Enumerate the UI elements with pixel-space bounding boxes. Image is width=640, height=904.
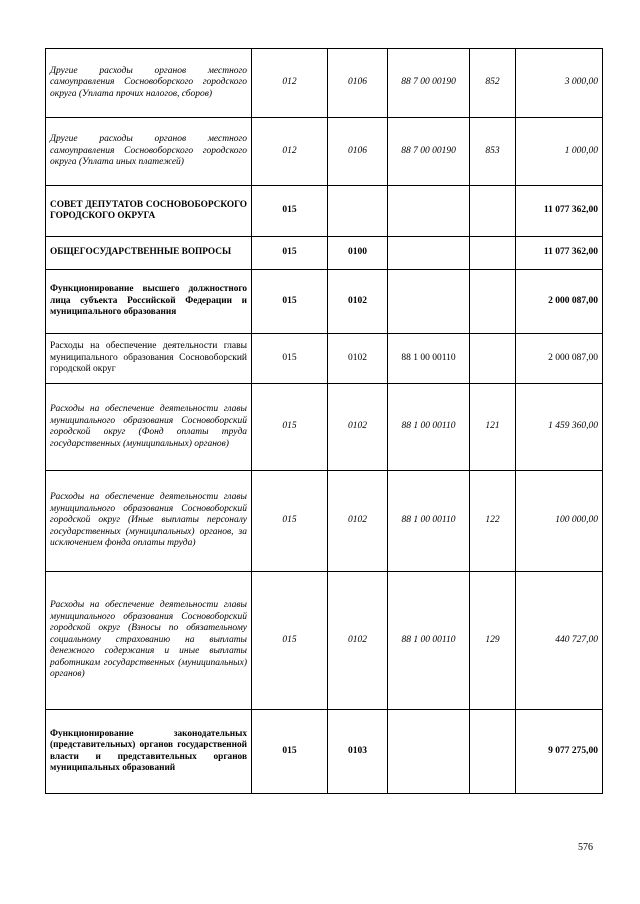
table-row [46,270,603,334]
expense-type-code: 121 [470,384,516,471]
target-article-code: 88 1 00 00110 [388,572,470,710]
grbs-code: 015 [252,471,328,572]
expense-type-code [470,186,516,237]
table-row [46,384,603,471]
section-code: 0102 [328,572,388,710]
expense-type-code: 129 [470,572,516,710]
row-name: Другие расходы органов местного самоуправления Сосновоборского городского округа (Уплата прочих налогов, сборов) [46,49,252,118]
section-code: 0103 [328,710,388,794]
grbs-code: 015 [252,186,328,237]
section-code: 0106 [328,49,388,118]
row-name: Расходы на обеспечение деятельности главы муниципального образования Сосновоборский городской округ [46,334,252,384]
target-article-code [388,237,470,270]
section-code [328,186,388,237]
target-article-code: 88 1 00 00110 [388,384,470,471]
grbs-code: 015 [252,572,328,710]
row-name: СОВЕТ ДЕПУТАТОВ СОСНОВОБОРСКОГО ГОРОДСКОГО ОКРУГА [46,186,252,237]
amount: 2 000 087,00 [516,270,603,334]
amount: 100 000,00 [516,471,603,572]
expense-type-code: 122 [470,471,516,572]
row-name: Другие расходы органов местного самоуправления Сосновоборского городского округа (Уплата иных платежей) [46,118,252,186]
grbs-code: 015 [252,710,328,794]
table-row [46,471,603,572]
table-row [46,334,603,384]
budget-table [45,48,603,794]
amount: 11 077 362,00 [516,186,603,237]
amount: 1 459 360,00 [516,384,603,471]
expense-type-code [470,237,516,270]
row-name: Расходы на обеспечение деятельности главы муниципального образования Сосновоборский городской округ (Иные выплаты персоналу государственных (муниципальных) органов, за исключением фонда оплаты труда) [46,471,252,572]
amount: 9 077 275,00 [516,710,603,794]
grbs-code: 012 [252,118,328,186]
target-article-code [388,270,470,334]
row-name: Функционирование законодательных (представительных) органов государственной власти и представительных органов муниципальных образований [46,710,252,794]
target-article-code: 88 7 00 00190 [388,49,470,118]
grbs-code: 015 [252,384,328,471]
expense-type-code [470,710,516,794]
section-code: 0106 [328,118,388,186]
section-code: 0102 [328,384,388,471]
section-code: 0100 [328,237,388,270]
target-article-code: 88 1 00 00110 [388,471,470,572]
table-row [46,186,603,237]
amount: 3 000,00 [516,49,603,118]
target-article-code [388,186,470,237]
table-row [46,572,603,710]
table-row [46,710,603,794]
row-name: Функционирование высшего должностного лица субъекта Российской Федерации и муниципального образования [46,270,252,334]
grbs-code: 015 [252,334,328,384]
table-row [46,49,603,118]
target-article-code: 88 1 00 00110 [388,334,470,384]
row-name: Расходы на обеспечение деятельности главы муниципального образования Сосновоборский городской округ (Фонд оплаты труда государственных (муниципальных) органов) [46,384,252,471]
page-number: 576 [578,842,593,853]
expense-type-code [470,270,516,334]
section-code: 0102 [328,334,388,384]
section-code: 0102 [328,270,388,334]
row-name: ОБЩЕГОСУДАРСТВЕННЫЕ ВОПРОСЫ [46,237,252,270]
expense-type-code: 853 [470,118,516,186]
amount: 1 000,00 [516,118,603,186]
grbs-code: 015 [252,270,328,334]
row-name: Расходы на обеспечение деятельности главы муниципального образования Сосновоборский городской округ (Взносы по обязательному социальному страхованию на выплаты денежного содержания и иные выплаты работникам государственных (муниципальных) органов) [46,572,252,710]
amount: 2 000 087,00 [516,334,603,384]
target-article-code [388,710,470,794]
amount: 440 727,00 [516,572,603,710]
amount: 11 077 362,00 [516,237,603,270]
expense-type-code: 852 [470,49,516,118]
grbs-code: 012 [252,49,328,118]
table-row [46,118,603,186]
expense-type-code [470,334,516,384]
table-row [46,237,603,270]
target-article-code: 88 7 00 00190 [388,118,470,186]
grbs-code: 015 [252,237,328,270]
section-code: 0102 [328,471,388,572]
